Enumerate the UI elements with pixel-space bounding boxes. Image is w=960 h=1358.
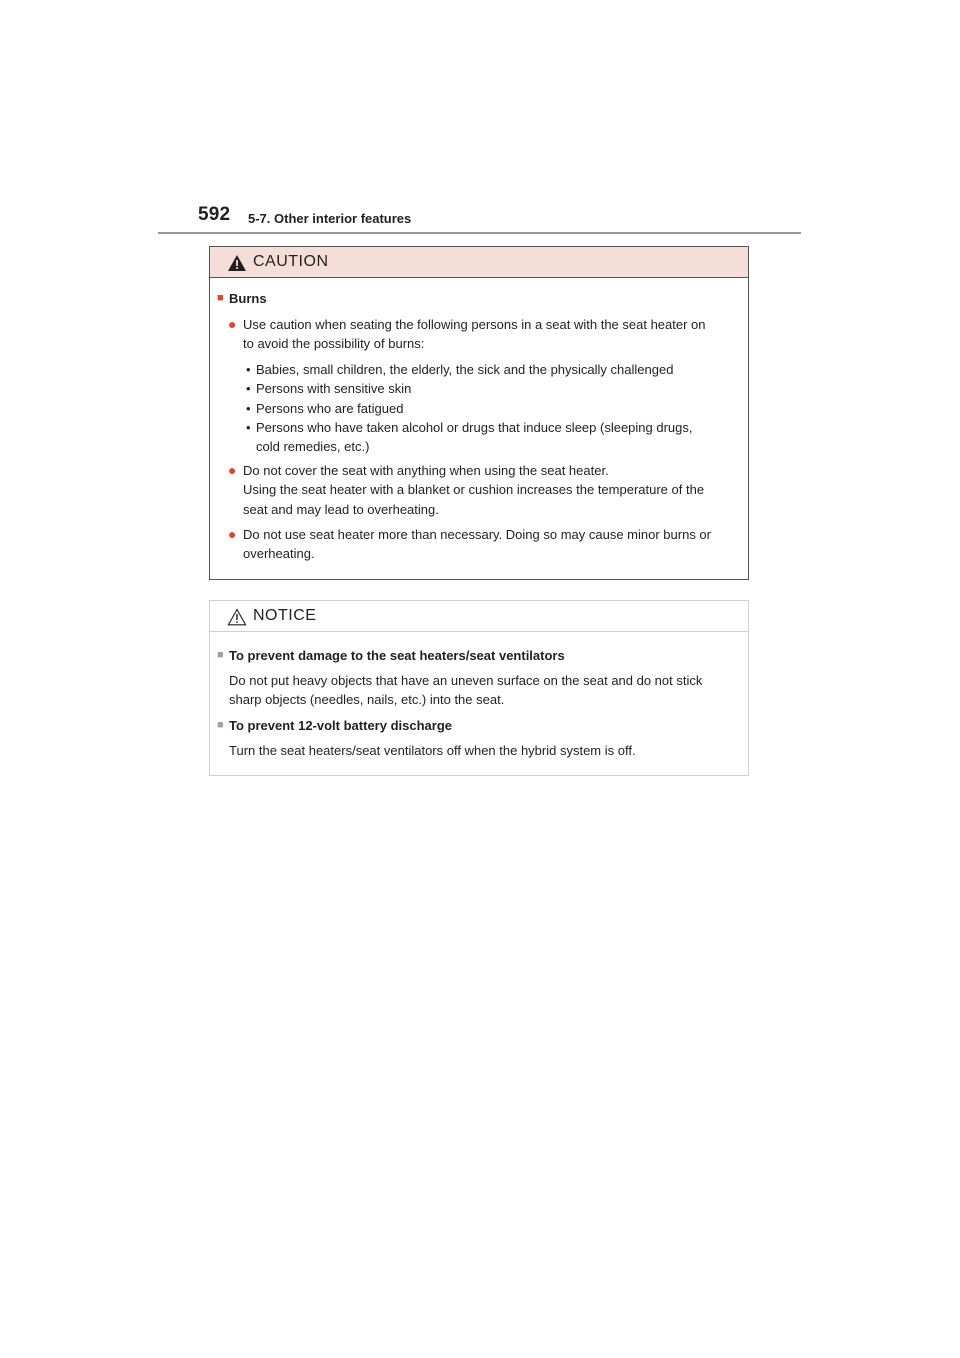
caution-bullet-2-line-2: Using the seat heater with a blanket or cushion increases the temperature of the <box>243 482 705 497</box>
bullet-circle: ● <box>228 462 237 478</box>
square-marker: ■ <box>217 292 224 304</box>
section-title: 5-7. Other interior features <box>248 211 412 226</box>
square-marker: ■ <box>217 649 224 661</box>
notice-section-2-line-1: Turn the seat heaters/seat ventilators off when the hybrid system is off. <box>229 743 636 758</box>
caution-title: CAUTION <box>253 253 329 270</box>
notice-heading-1: To prevent damage to the seat heaters/seat ventilators <box>229 648 565 663</box>
bullet-circle: ● <box>228 526 237 542</box>
caution-heading: Burns <box>229 291 267 306</box>
caution-subitem-2: Persons with sensitive skin <box>256 381 412 396</box>
caution-subitem-4-line-2: cold remedies, etc.) <box>256 439 370 454</box>
notice-section-1-line-1: Do not put heavy objects that have an uneven surface on the seat and do not stick <box>229 673 703 688</box>
caution-subitem-3: Persons who are fatigued <box>256 401 404 416</box>
notice-section-1-line-2: sharp objects (needles, nails, etc.) into the seat. <box>229 692 505 707</box>
warning-triangle-icon <box>227 254 247 272</box>
bullet-circle: ● <box>228 316 237 332</box>
caution-subitem-1: Babies, small children, the elderly, the sick and the physically challenged <box>256 362 674 377</box>
notice-box <box>209 600 749 776</box>
page-number: 592 <box>198 204 231 225</box>
notice-heading-2: To prevent 12-volt battery discharge <box>229 718 452 733</box>
header-rule <box>158 232 801 234</box>
caution-subitem-4-line-1: Persons who have taken alcohol or drugs that induce sleep (sleeping drugs, <box>256 420 693 435</box>
caution-bullet-3-line-2: overheating. <box>243 546 315 561</box>
caution-bullet-3-line-1: Do not use seat heater more than necessary. Doing so may cause minor burns or <box>243 527 711 542</box>
square-marker: ■ <box>217 719 224 731</box>
warning-triangle-outline-icon <box>227 608 247 626</box>
notice-header <box>210 601 748 632</box>
caution-bullet-2-line-3: seat and may lead to overheating. <box>243 502 439 517</box>
caution-bullet-1-line-2: to avoid the possibility of burns: <box>243 336 425 351</box>
sub-bullet: • <box>246 381 251 396</box>
caution-bullet-2-line-1: Do not cover the seat with anything when using the seat heater. <box>243 463 609 478</box>
caution-box <box>209 246 749 580</box>
caution-header <box>210 247 748 278</box>
notice-title: NOTICE <box>253 607 317 624</box>
caution-bullet-1-line-1: Use caution when seating the following persons in a seat with the seat heater on <box>243 317 706 332</box>
sub-bullet: • <box>246 420 251 435</box>
sub-bullet: • <box>246 362 251 377</box>
sub-bullet: • <box>246 401 251 416</box>
